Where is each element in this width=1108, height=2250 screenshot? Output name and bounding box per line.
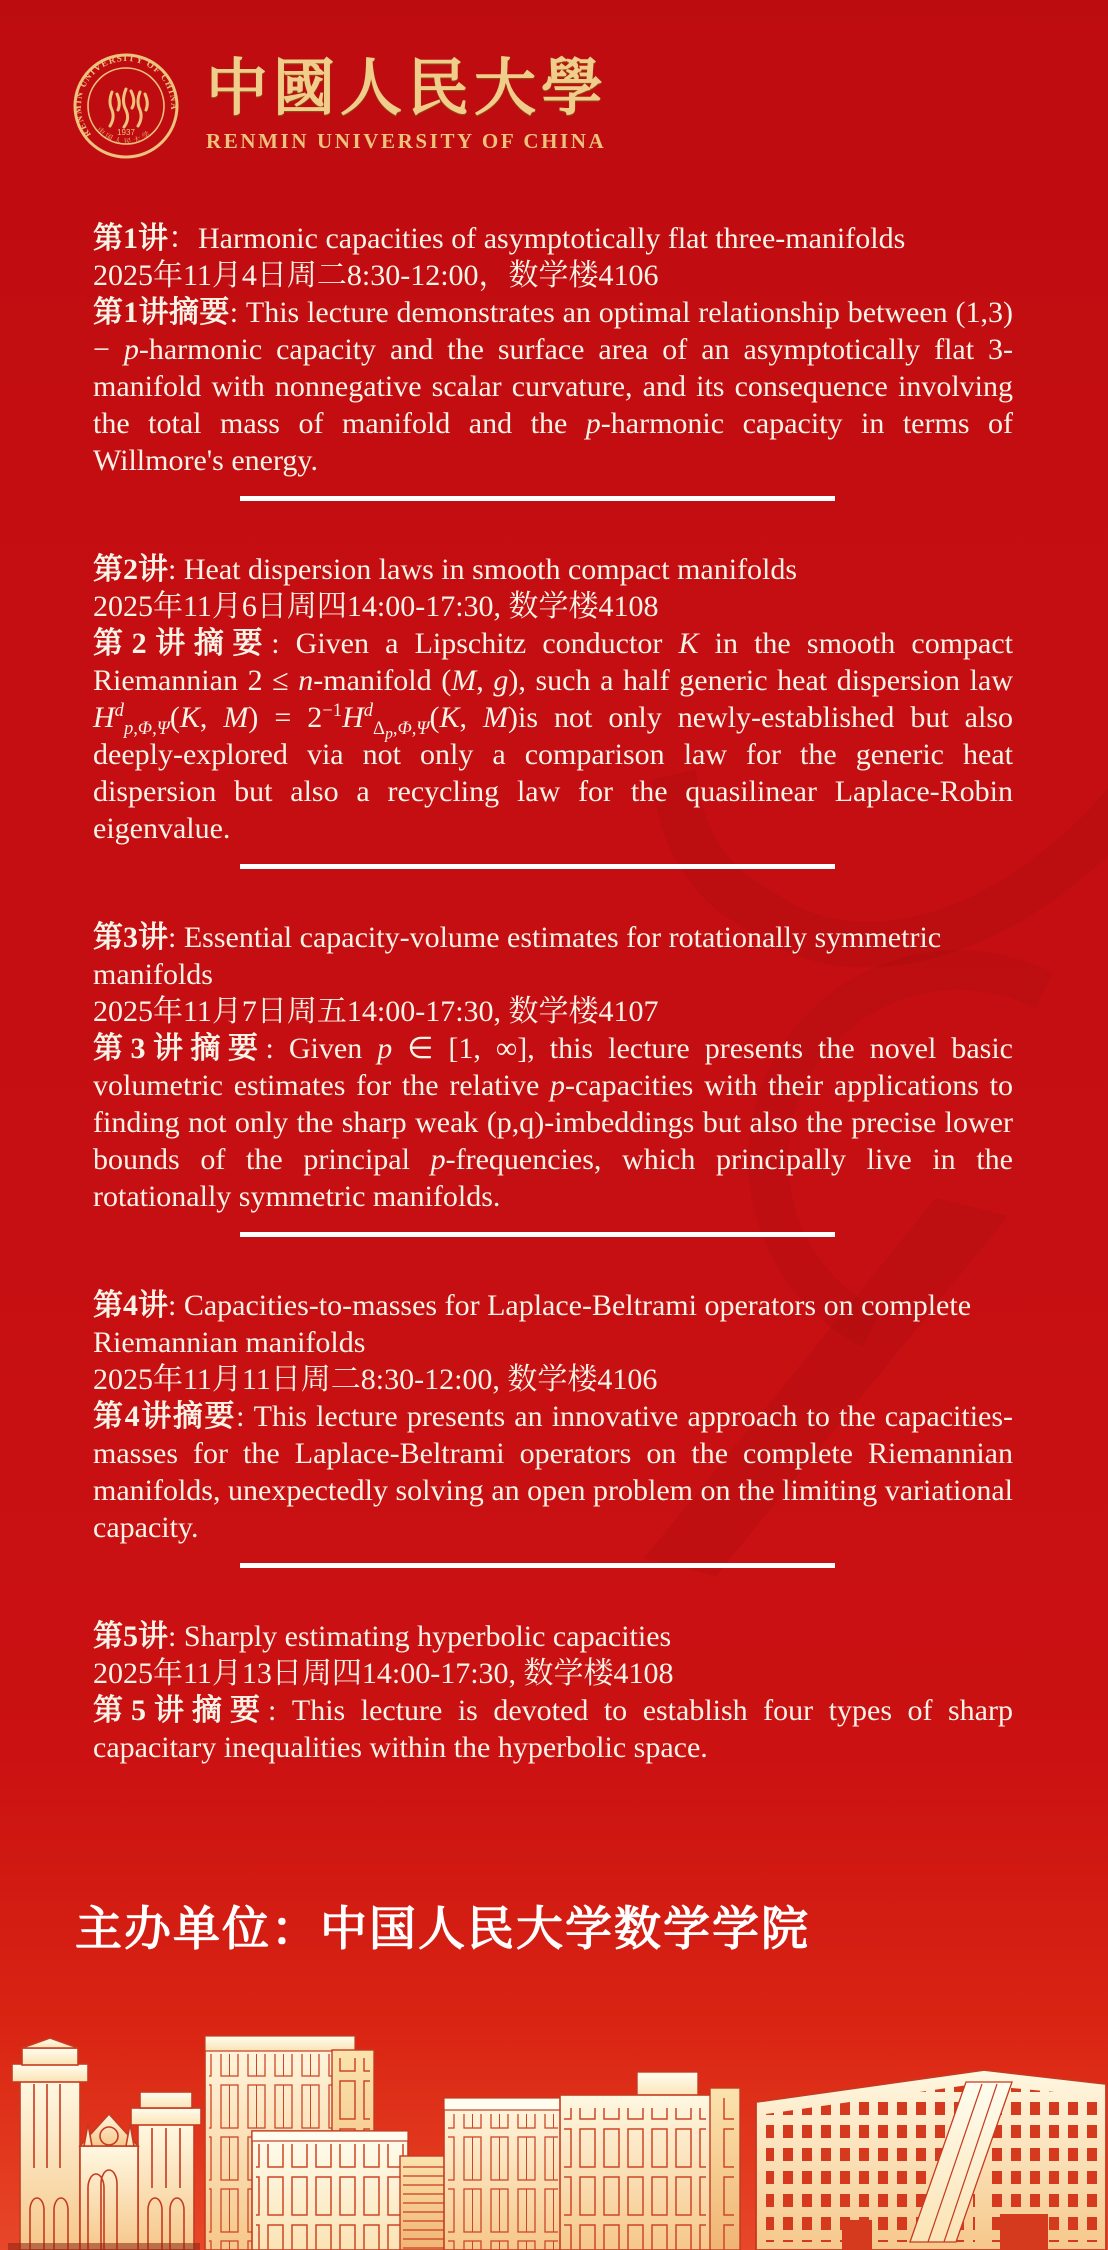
lecture-section-1 xyxy=(93,220,1013,479)
church-building xyxy=(8,2038,201,2250)
lecture-title: 第1讲：Harmonic capacities of asymptotically flat three-manifolds xyxy=(93,222,906,255)
slab-building-center xyxy=(560,2072,740,2250)
lecture-datetime: 2025年11月4日周二8:30-12:00，数学楼4106 xyxy=(93,259,659,292)
big-right-building xyxy=(756,2070,1106,2250)
section-divider xyxy=(240,1232,835,1237)
seal-bottom-text: 中国人民大学 xyxy=(95,125,155,147)
slab-building-left xyxy=(444,2098,562,2250)
lecture-abstract: 第1讲摘要: This lecture demonstrates an optimal relationship between (1,3) − p-harmonic capacity and the surface area of an asymptotically flat 3-manifold with nonnegative scalar curvature, and its consequence involving the total mass of manifold and the p-harmonic capacity in terms of Willmore's energy. xyxy=(93,296,1014,477)
lecture-section-4 xyxy=(93,1287,1013,1546)
lecture-abstract: 第5讲摘要: This lecture is devoted to establish four types of sharp capacitary inequalities within the hyperbolic space. xyxy=(93,1694,1013,1764)
lecture-datetime: 2025年11月7日周五14:00-17:30, 数学楼4107 xyxy=(93,995,659,1028)
mid-building xyxy=(252,2131,408,2250)
lecture-abstract: 第4讲摘要: This lecture presents an innovative approach to the capacities-masses for the Laplace-Beltrami operators on the complete Riemannian manifolds, unexpectedly solving an open problem on the limiting variational capacity. xyxy=(93,1400,1014,1544)
louver-building xyxy=(400,2156,448,2250)
lecture-datetime: 2025年11月13日周四14:00-17:30, 数学楼4108 xyxy=(93,1657,674,1690)
campus-skyline-illustration xyxy=(0,2028,1108,2250)
university-seal-icon xyxy=(72,52,180,160)
lecture-section-2 xyxy=(93,551,1013,847)
lecture-datetime: 2025年11月6日周四14:00-17:30, 数学楼4108 xyxy=(93,590,659,623)
lecture-datetime: 2025年11月11日周二8:30-12:00, 数学楼4106 xyxy=(93,1363,658,1396)
seal-year: 1937 xyxy=(117,128,135,137)
university-name-english: RENMIN UNIVERSITY OF CHINA xyxy=(206,129,607,153)
lecture-abstract: 第2讲摘要: Given a Lipschitz conductor K in the smooth compact Riemannian 2 ≤ n-manifold (M, g), such a half generic heat dispersion law $H^d_{p,\Phi,\Psi}(K$, $M) = 2^{-1}H^d_{\Delta_p,\Phi,\Psi}(K$, M)is not only newly-established but also deeply-explored via not only a comparison law for the generic heat dispersion but also a recycling law for the quasilinear Laplace-Robin eigenvalue. xyxy=(93,627,1013,845)
lecture-title: 第2讲: Heat dispersion laws in smooth compact manifolds xyxy=(93,553,798,586)
university-logo-header xyxy=(72,52,608,160)
lecture-section-3 xyxy=(93,919,1013,1215)
lecture-section-5 xyxy=(93,1618,1013,1766)
organizer-line: 主办单位：中国人民大学数学学院 xyxy=(75,1902,810,1955)
lecture-title: 第3讲: Essential capacity-volume estimates for rotationally symmetric manifolds xyxy=(93,921,942,991)
seal-ring-text: RENMIN UNIVERSITY OF CHINA xyxy=(72,52,180,140)
lecture-title: 第4讲: Capacities-to-masses for Laplace-Beltrami operators on complete Riemannian manifolds xyxy=(93,1289,972,1359)
section-divider xyxy=(240,864,835,869)
lecture-list xyxy=(0,220,1108,1766)
lecture-abstract: 第3讲摘要: Given p ∈ [1, ∞], this lecture presents the novel basic volumetric estimates for the relative p-capacities with their applications to finding not only the sharp weak (p,q)-imbeddings but also the precise lower bounds of the principal p-frequencies, which principally live in the rotationally symmetric manifolds. xyxy=(93,1032,1013,1213)
lecture-title: 第5讲: Sharply estimating hyperbolic capacities xyxy=(93,1620,672,1653)
university-name-chinese: 中國人民大學 xyxy=(206,55,609,123)
section-divider xyxy=(240,496,835,501)
section-divider xyxy=(240,1563,835,1568)
